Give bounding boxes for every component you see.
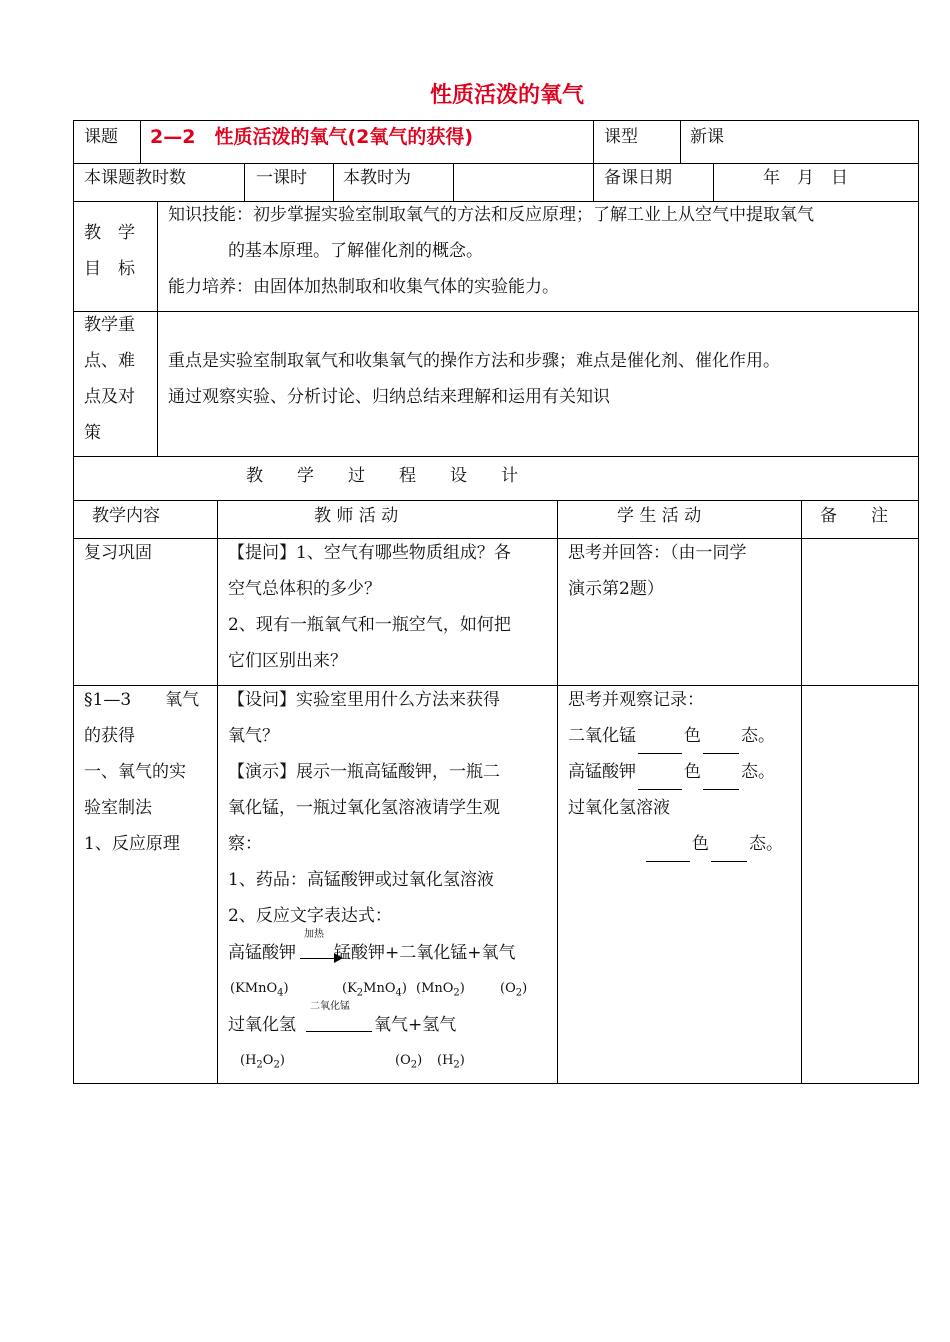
- eq1-formula-mno2: (MnO$_2$): [416, 981, 465, 999]
- keypoints-label-line2: 点、难: [84, 351, 135, 371]
- row2-content-line1: §1—3 氧气: [84, 690, 200, 710]
- eq2-arrow-line: [306, 1031, 372, 1032]
- row2-content-line4: 验室制法: [84, 798, 152, 818]
- column-header-teacher: 教 师 活 动: [314, 506, 399, 526]
- objectives-label-line1: 教 学: [84, 223, 135, 243]
- row1-teacher-line1: 【提问】1、空气有哪些物质组成？各: [228, 543, 511, 563]
- eq1-reactant: 高锰酸钾: [228, 943, 296, 963]
- eq1-formula-kmno4: (KMnO$_4$): [230, 981, 289, 999]
- row2-content-line3: 一、氧气的实: [84, 762, 186, 782]
- row1-student-line1: 思考并回答：（由一同学: [568, 543, 747, 563]
- eq1-formula-k2mno4: $(K_2MnO_4)$: [342, 981, 407, 999]
- objective-ability: 能力培养：由固体加热制取和收集气体的实验能力。: [168, 277, 559, 297]
- eq2-reactant: 过氧化氢: [228, 1015, 296, 1035]
- row2-student-line1: 思考并观察记录：: [568, 690, 704, 710]
- keypoints-line2: 通过观察实验、分析讨论、归纳总结来理解和运用有关知识: [168, 387, 610, 407]
- column-header-content: 教学内容: [92, 506, 160, 526]
- keypoints-label-line1: 教学重: [84, 315, 135, 335]
- topic-value: 2—2 性质活泼的氧气(2氧气的获得): [150, 126, 474, 148]
- eq2-formula-h2: $(H_2)$: [437, 1053, 465, 1071]
- eq2-products: 氧气+氢气: [374, 1015, 457, 1035]
- keypoints-line1: 重点是实验室制取氧气和收集氧气的操作方法和步骤；难点是催化剂、催化作用。: [168, 351, 780, 371]
- page-title: 性质活泼的氧气: [429, 83, 584, 108]
- eq1-condition: 加热: [304, 929, 324, 940]
- objective-knowledge-line2: 的基本原理。了解催化剂的概念。: [228, 241, 483, 261]
- student-record-mno2: 二氧化锰 色 态。: [568, 718, 775, 754]
- objectives-label-line2: 目 标: [84, 259, 135, 279]
- eq1-products: 锰酸钾+二氧化锰+氧气: [334, 943, 516, 963]
- row2-teacher-line3: 【演示】展示一瓶高锰酸钾，一瓶二: [228, 762, 500, 782]
- row2-teacher-line6: 1、药品：高锰酸钾或过氧化氢溶液: [228, 870, 494, 890]
- row1-teacher-line3: 2、现有一瓶氧气和一瓶空气，如何把: [228, 615, 511, 635]
- column-header-notes: 备 注: [820, 506, 888, 526]
- row2-content-line5: 1、反应原理: [84, 834, 180, 854]
- student-record-h2o2: 色 态。: [644, 826, 783, 862]
- row2-teacher-line2: 氧气？: [228, 726, 279, 746]
- keypoints-label-line3: 点及对: [84, 387, 135, 407]
- total-hours-value: 一课时: [256, 168, 307, 188]
- row1-teacher-line2: 空气总体积的多少？: [228, 579, 381, 599]
- student-record-h2o2-label: 过氧化氢溶液: [568, 798, 670, 818]
- eq2-formula-o2: $(O_2)$: [395, 1053, 423, 1071]
- row2-teacher-line1: 【设问】实验室里用什么方法来获得: [228, 690, 500, 710]
- eq2-formula-h2o2: $(H_2O_2)$: [240, 1053, 285, 1071]
- topic-label: 课题: [84, 127, 118, 147]
- eq2-condition: 二氧化锰: [310, 1001, 350, 1012]
- prep-date-value: 年 月 日: [763, 168, 848, 188]
- row2-content-line2: 的获得: [84, 726, 135, 746]
- this-hour-label: 本教时为: [343, 168, 411, 188]
- keypoints-label-line4: 策: [84, 423, 101, 443]
- eq1-arrow-line: [300, 958, 336, 959]
- row1-student-line2: 演示第2题）: [568, 579, 664, 599]
- row2-teacher-line4: 氧化锰，一瓶过氧化氢溶液请学生观: [228, 798, 500, 818]
- prep-date-label: 备课日期: [604, 168, 672, 188]
- column-header-student: 学 生 活 动: [617, 506, 702, 526]
- process-title: 教 学 过 程 设 计: [246, 466, 518, 486]
- objective-knowledge-line1: 知识技能：初步掌握实验室制取氧气的方法和反应原理；了解工业上从空气中提取氧气: [168, 205, 814, 225]
- total-hours-label: 本课题教时数: [84, 168, 186, 188]
- row2-teacher-line5: 察：: [228, 834, 262, 854]
- lesson-type-value: 新课: [690, 127, 724, 147]
- row1-teacher-line4: 它们区别出来？: [228, 651, 347, 671]
- eq1-formula-o2: $(O_2)$: [500, 981, 528, 999]
- lesson-type-label: 课型: [604, 127, 638, 147]
- row2-teacher-line7: 2、反应文字表达式：: [228, 906, 392, 926]
- student-record-kmno4: 高锰酸钾 色 态。: [568, 754, 775, 790]
- row1-content: 复习巩固: [84, 543, 152, 563]
